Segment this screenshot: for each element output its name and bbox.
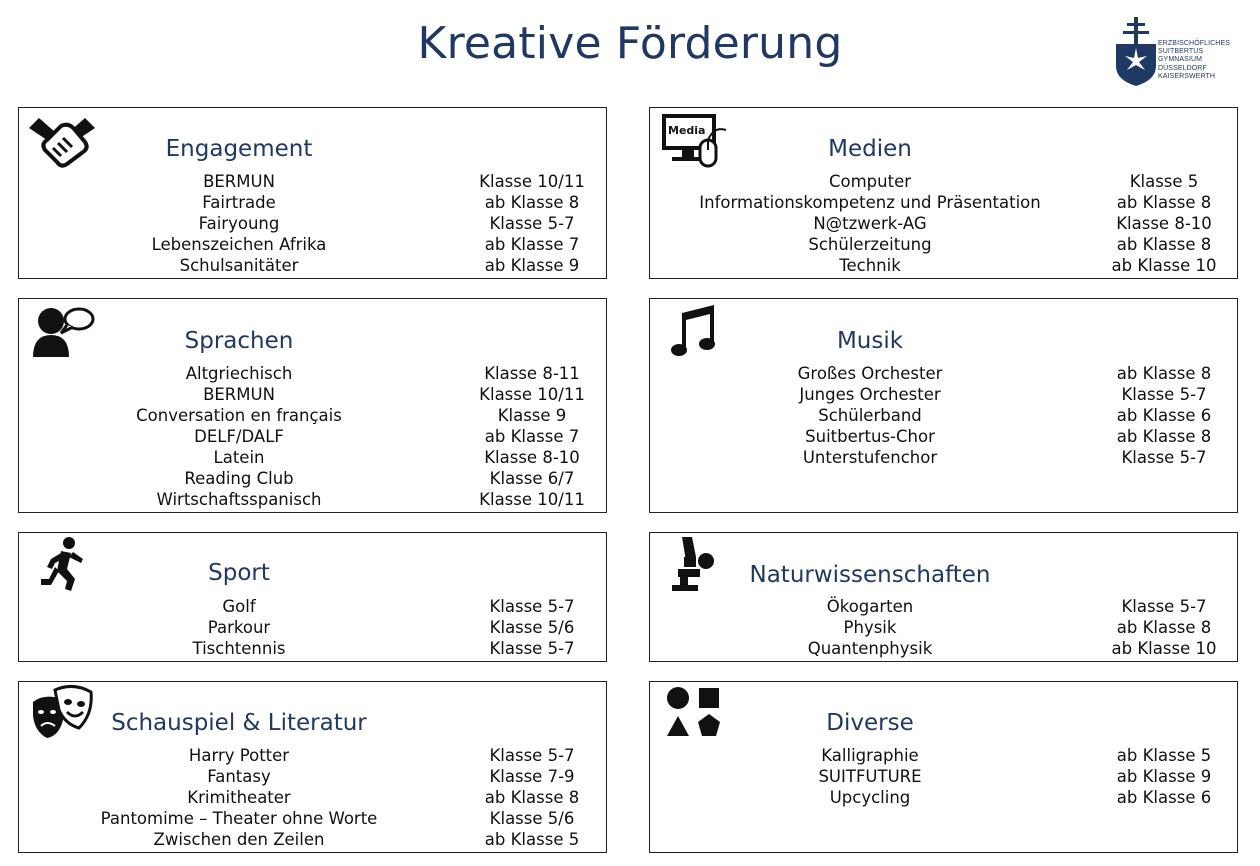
list-item: N@tzwerk-AG Klasse 8-10 (813, 214, 1212, 233)
section-title: Sprachen (184, 328, 294, 354)
section-medien (649, 107, 1238, 279)
list-item: Zwischen den Zeilen ab Klasse 5 (153, 830, 580, 849)
list-item: Schulsanitäter ab Klasse 9 (179, 256, 580, 275)
list-item: Junges Orchester Klasse 5-7 (799, 385, 1207, 404)
list-item: Kalligraphie ab Klasse 5 (821, 746, 1212, 765)
section-title: Engagement (165, 136, 313, 162)
section-title: Diverse (826, 710, 914, 736)
section-title: Naturwissenschaften (749, 562, 991, 588)
list-item: Technik ab Klasse 10 (839, 256, 1217, 275)
section-sport (18, 532, 607, 662)
section-diverse (649, 681, 1238, 853)
list-item: Großes Orchester ab Klasse 8 (797, 364, 1212, 383)
list-item: Latein Klasse 8-10 (213, 448, 580, 467)
section-schauspiel (18, 681, 607, 853)
list-item: Fairyoung Klasse 5-7 (198, 214, 575, 233)
svg-text:Media: Media (668, 124, 706, 137)
section-musik (649, 298, 1238, 513)
list-item: Parkour Klasse 5/6 (207, 618, 575, 637)
logo-text: ERZBISCHÖFLICHES SUITBERTUS GYMNASIUM DÜSSELDORF KAISERSWERTH (1158, 40, 1230, 80)
page-title: Kreative Förderung (417, 18, 843, 69)
list-item: BERMUN Klasse 10/11 (203, 385, 585, 404)
list-item: Physik ab Klasse 8 (843, 618, 1212, 637)
section-title: Musik (836, 328, 904, 354)
list-item: Pantomime – Theater ohne Worte Klasse 5/6 (100, 809, 575, 828)
list-item: Upcycling ab Klasse 6 (829, 788, 1212, 807)
list-item: Computer Klasse 5 (828, 172, 1199, 191)
list-item: Wirtschaftsspanisch Klasse 10/11 (156, 490, 585, 509)
list-item: Altgriechisch Klasse 8-11 (185, 364, 580, 383)
section-naturwissenschaften (649, 532, 1238, 662)
list-item: Fantasy Klasse 7-9 (207, 767, 575, 786)
list-item: DELF/DALF ab Klasse 7 (194, 427, 580, 446)
shield-cross-icon (1114, 14, 1158, 88)
list-item: Krimitheater ab Klasse 8 (187, 788, 580, 807)
section-title: Sport (208, 560, 270, 586)
list-item: Quantenphysik ab Klasse 10 (807, 639, 1217, 658)
list-item: Informationskompetenz und Präsentation ab Klasse 8 (699, 193, 1212, 212)
list-item: Fairtrade ab Klasse 8 (202, 193, 580, 212)
section-sprachen (18, 298, 607, 513)
list-item: SUITFUTURE ab Klasse 9 (818, 767, 1212, 786)
list-item: Conversation en français Klasse 9 (136, 406, 567, 425)
section-title: Medien (828, 136, 912, 162)
list-item: Harry Potter Klasse 5-7 (188, 746, 575, 765)
section-engagement (18, 107, 607, 279)
school-logo (1114, 14, 1230, 88)
section-title: Schauspiel & Literatur (111, 710, 367, 736)
list-item: Unterstufenchor Klasse 5-7 (802, 448, 1207, 467)
list-item: Golf Klasse 5-7 (222, 597, 575, 616)
list-item: Ökogarten Klasse 5-7 (826, 597, 1207, 616)
list-item: Tischtennis Klasse 5-7 (192, 639, 575, 658)
list-item: Reading Club Klasse 6/7 (184, 469, 575, 488)
list-item: Schülerzeitung ab Klasse 8 (808, 235, 1212, 254)
list-item: Lebenszeichen Afrika ab Klasse 7 (151, 235, 580, 254)
list-item: Schülerband ab Klasse 6 (818, 406, 1212, 425)
list-item: Suitbertus-Chor ab Klasse 8 (805, 427, 1212, 446)
list-item: BERMUN Klasse 10/11 (203, 172, 585, 191)
